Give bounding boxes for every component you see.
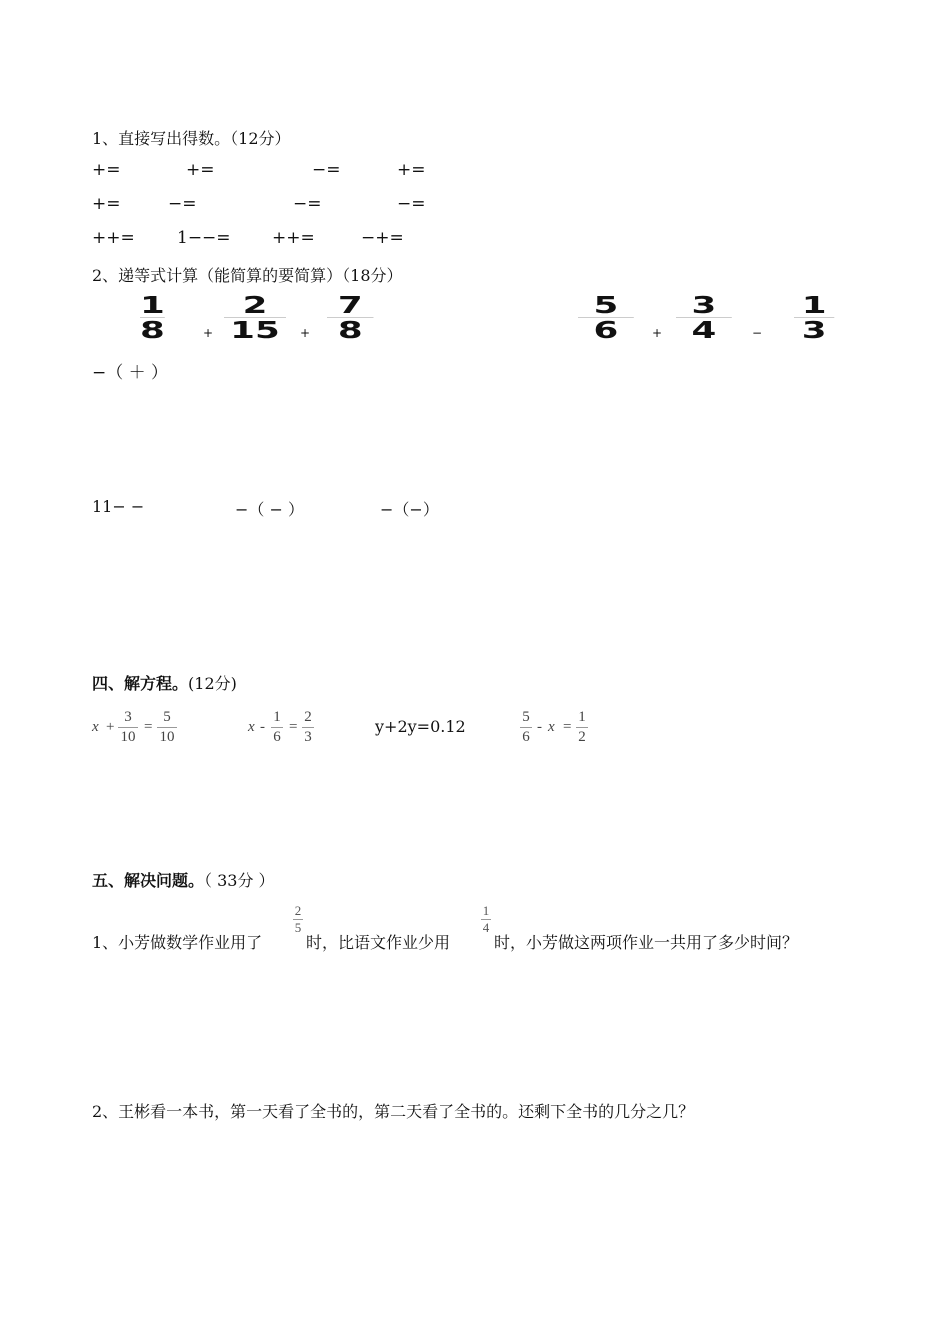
numerator: 5	[522, 709, 530, 725]
fraction	[140, 293, 165, 344]
expression: −（ ＋ ）	[92, 363, 169, 383]
fraction	[302, 708, 314, 747]
section5-title: 五、解决问题。	[92, 871, 205, 890]
equation: y+2y=0.12	[375, 717, 466, 736]
expression: 11− −	[92, 497, 145, 516]
fraction	[794, 293, 834, 344]
calc-item: −=	[168, 194, 197, 214]
calc-item: +=	[397, 160, 426, 180]
fraction	[481, 902, 491, 935]
numerator: 2	[304, 709, 312, 725]
operator: +	[203, 326, 214, 340]
numerator: 1	[140, 293, 165, 319]
expression: −（ − ）	[235, 500, 304, 519]
section5-score: （ 33分 ）	[204, 871, 275, 890]
section5-heading	[92, 868, 275, 891]
numerator: 3	[124, 709, 132, 725]
numerator: 1	[273, 709, 281, 725]
denominator: 6	[593, 318, 619, 344]
variable: x	[548, 719, 555, 735]
fraction	[293, 902, 303, 935]
fraction	[676, 293, 732, 344]
question-1-part3: 时，小芳做这两项作业一共用了多少时间？	[494, 933, 799, 952]
denominator: 2	[578, 729, 586, 745]
numerator: 3	[691, 293, 717, 319]
denominator: 15	[230, 318, 280, 344]
numerator: 5	[163, 709, 171, 725]
section1-title: 1、直接写出得数。（12分）	[92, 129, 291, 148]
question-1-part2: 时，比语文作业少用	[306, 933, 451, 952]
fraction	[157, 708, 177, 747]
calc-item: +=	[92, 194, 121, 214]
numerator: 2	[242, 293, 268, 319]
denominator: 6	[273, 729, 281, 745]
fraction	[576, 708, 588, 747]
equals: =	[289, 719, 298, 735]
variable: x	[248, 719, 255, 735]
fraction	[520, 708, 532, 747]
operator: +	[300, 326, 311, 340]
numerator: 1	[482, 903, 490, 918]
calc-item: ++=	[92, 228, 135, 248]
calc-item: −=	[293, 194, 322, 214]
calc-item: +=	[186, 160, 215, 180]
fraction	[118, 708, 138, 747]
denominator: 5	[294, 920, 302, 935]
section4-heading	[92, 671, 237, 694]
numerator: 2	[294, 903, 302, 918]
denominator: 3	[304, 729, 312, 745]
operator: +	[652, 326, 663, 340]
fraction	[271, 708, 283, 747]
fraction	[224, 293, 286, 344]
fraction	[327, 293, 374, 344]
operator: −	[752, 326, 763, 340]
calc-item: −=	[397, 194, 426, 214]
section2-title: 2、递等式计算（能简算的要简算）（18分）	[92, 266, 403, 285]
operator: -	[260, 719, 265, 735]
section4-title: 四、解方程。	[92, 674, 189, 693]
equals: =	[563, 719, 572, 735]
denominator: 10	[159, 729, 175, 745]
denominator: 8	[140, 318, 165, 344]
calc-item: 1−−=	[177, 228, 231, 248]
equals: =	[144, 719, 153, 735]
numerator: 1	[801, 293, 827, 319]
calc-item: −=	[312, 160, 341, 180]
denominator: 4	[482, 920, 490, 935]
denominator: 6	[522, 729, 530, 745]
section4-score: (12分)	[188, 674, 237, 693]
question-2: 2、王彬看一本书，第一天看了全书的，第二天看了全书的。还剩下全书的几分之几？	[92, 1102, 695, 1121]
variable: x	[92, 719, 99, 735]
numerator: 1	[578, 709, 586, 725]
operator: +	[106, 719, 115, 735]
numerator: 5	[593, 293, 619, 319]
question-1-part1: 1、小芳做数学作业用了	[92, 933, 263, 952]
calc-item: +=	[92, 160, 121, 180]
calc-item: ++=	[272, 228, 315, 248]
fraction	[578, 293, 634, 344]
denominator: 8	[337, 318, 363, 344]
operator: -	[537, 719, 542, 735]
expression: −（−）	[380, 500, 439, 519]
denominator: 10	[120, 729, 136, 745]
calc-item: −+=	[361, 228, 404, 248]
denominator: 3	[801, 318, 827, 344]
numerator: 7	[337, 293, 363, 319]
denominator: 4	[691, 318, 717, 344]
